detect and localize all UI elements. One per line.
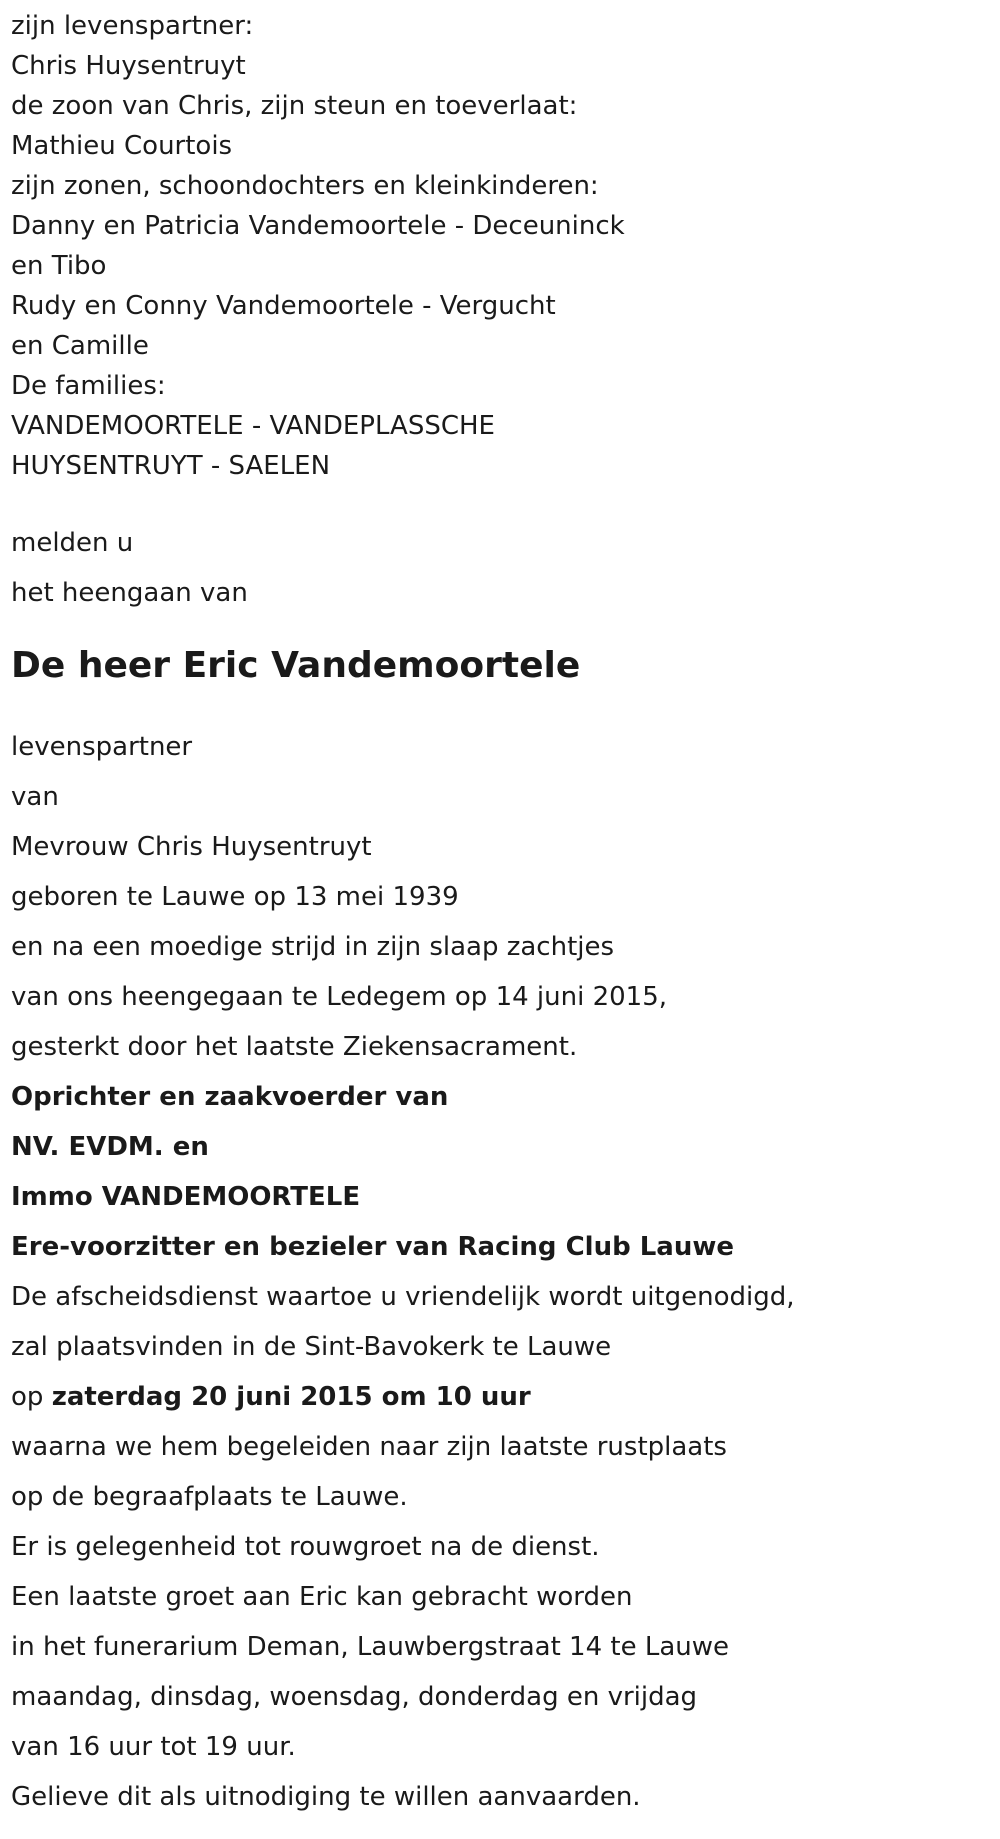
service-date-prefix: op [11,1382,52,1412]
service-line: maandag, dinsdag, woensdag, donderdag en vrijdag [11,1682,698,1712]
family-line: en Camille [11,331,149,361]
family-line: Mathieu Courtois [11,131,233,161]
detail-line: gesterkt door het laatste Ziekensacrament. [11,1032,578,1062]
role-line: Ere-voorzitter en bezieler van Racing Club Lauwe [11,1232,735,1262]
service-line: Een laatste groet aan Eric kan gebracht worden [11,1582,633,1612]
family-line: VANDEMOORTELE - VANDEPLASSCHE [11,411,495,441]
role-line: Immo VANDEMOORTELE [11,1182,361,1212]
role-line: Oprichter en zaakvoerder van [11,1082,449,1112]
family-line: zijn levenspartner: [11,11,254,41]
family-list [11,6,1000,486]
service-line: De afscheidsdienst waartoe u vriendelijk wordt uitgenodigd, [11,1282,795,1312]
service-line: Gelieve dit als uitnodiging te willen aanvaarden. [11,1782,641,1812]
family-line: De families: [11,371,166,401]
detail-line: levenspartner [11,732,193,762]
detail-line: Mevrouw Chris Huysentruyt [11,832,372,862]
announce-line: het heengaan van [11,578,248,608]
obituary-details [11,722,1000,1822]
family-line: HUYSENTRUYT - SAELEN [11,451,331,481]
service-line: waarna we hem begeleiden naar zijn laatste rustplaats [11,1432,727,1462]
service-line: op de begraafplaats te Lauwe. [11,1482,408,1512]
family-line: Chris Huysentruyt [11,51,246,81]
service-line: in het funerarium Deman, Lauwbergstraat 14 te Lauwe [11,1632,730,1662]
service-date-line [11,1372,1000,1422]
family-line: zijn zonen, schoondochters en kleinkinderen: [11,171,599,201]
detail-line: van ons heengegaan te Ledegem op 14 juni 2015, [11,982,668,1012]
role-line: NV. EVDM. en [11,1132,209,1162]
family-line: en Tibo [11,251,107,281]
detail-line: en na een moedige strijd in zijn slaap zachtjes [11,932,615,962]
deceased-name: De heer Eric Vandemoortele [11,645,581,686]
spacer [11,486,1000,518]
announcement [11,518,1000,618]
service-line: zal plaatsvinden in de Sint-Bavokerk te Lauwe [11,1332,612,1362]
service-line: van 16 uur tot 19 uur. [11,1732,296,1762]
family-line: de zoon van Chris, zijn steun en toeverlaat: [11,91,578,121]
family-line: Danny en Patricia Vandemoortele - Deceuninck [11,211,625,241]
detail-line: van [11,782,59,812]
service-date: zaterdag 20 juni 2015 om 10 uur [51,1382,531,1412]
service-line: Er is gelegenheid tot rouwgroet na de dienst. [11,1532,600,1562]
detail-line: geboren te Lauwe op 13 mei 1939 [11,882,459,912]
announce-line: melden u [11,528,134,558]
family-line: Rudy en Conny Vandemoortele - Vergucht [11,291,556,321]
